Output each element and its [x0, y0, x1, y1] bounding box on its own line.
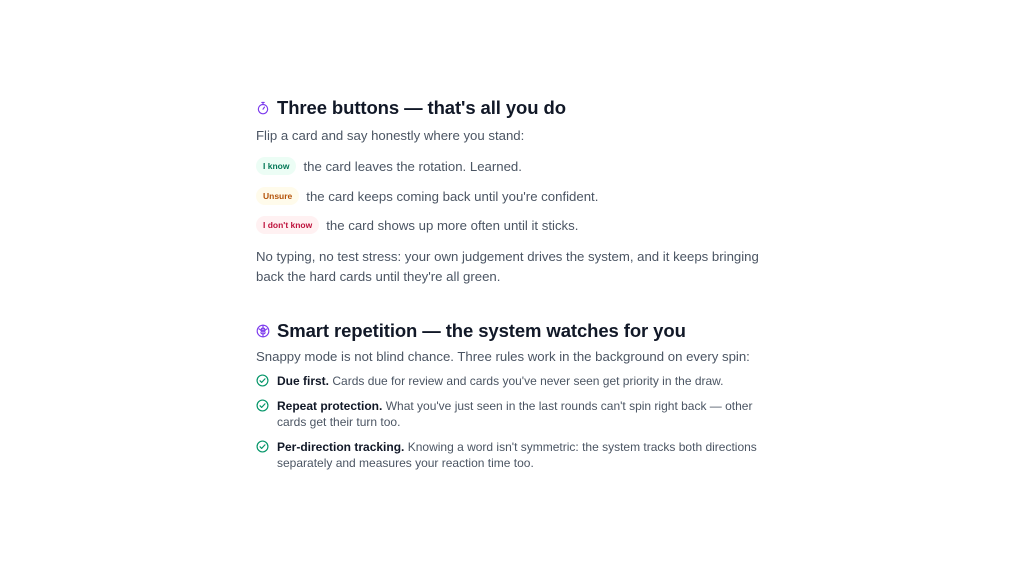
rules-list — [256, 373, 776, 472]
button-explainer-text: the card shows up more often until it sticks. — [326, 217, 579, 233]
section-lead: Snappy mode is not blind chance. Three rules work in the background on every spin: — [256, 349, 750, 364]
button-explainer-text: the card leaves the rotation. Learned. — [303, 158, 522, 174]
brain-icon — [256, 324, 270, 338]
button-explainer-know — [256, 155, 776, 177]
section-paragraph: No typing, no test stress: your own judgement drives the system, and it keeps bringing back the hard cards until they're all green. — [256, 249, 759, 284]
rule-text — [277, 373, 724, 390]
check-circle-icon — [256, 440, 269, 453]
rule-text — [277, 398, 776, 431]
rule-title: Per-direction tracking. — [277, 439, 405, 454]
badge-i-know: I know — [256, 157, 296, 175]
badge-i-dont-know: I don't know — [256, 216, 319, 234]
rule-body: Cards due for review and cards you've never seen get priority in the draw. — [332, 374, 724, 388]
section-title-text: Three buttons — that's all you do — [277, 97, 566, 118]
stopwatch-icon — [256, 101, 270, 115]
list-item — [256, 398, 776, 431]
list-item — [256, 439, 776, 472]
section-smart-repetition — [256, 319, 776, 480]
section-title — [256, 319, 776, 343]
list-item — [256, 373, 776, 390]
button-explainer-dont-know — [256, 214, 776, 236]
section-title-text: Smart repetition — the system watches for you — [277, 320, 686, 341]
check-circle-icon — [256, 374, 269, 387]
section-three-buttons — [256, 96, 776, 287]
section-lead: Flip a card and say honestly where you stand: — [256, 128, 525, 143]
button-explainer-unsure — [256, 185, 776, 207]
rule-title: Repeat protection. — [277, 398, 383, 413]
rule-title: Due first. — [277, 374, 330, 388]
rule-body: Knowing a word isn't symmetric: the system tracks both directions separately and measures your reaction time too. — [277, 439, 757, 470]
button-explainer-text: the card keeps coming back until you're confident. — [306, 188, 599, 204]
rule-body: What you've just seen in the last rounds can't spin right back — other cards get their turn too. — [277, 398, 753, 429]
badge-unsure: Unsure — [256, 187, 299, 205]
section-title — [256, 96, 776, 120]
check-circle-icon — [256, 399, 269, 412]
rule-text — [277, 439, 776, 472]
